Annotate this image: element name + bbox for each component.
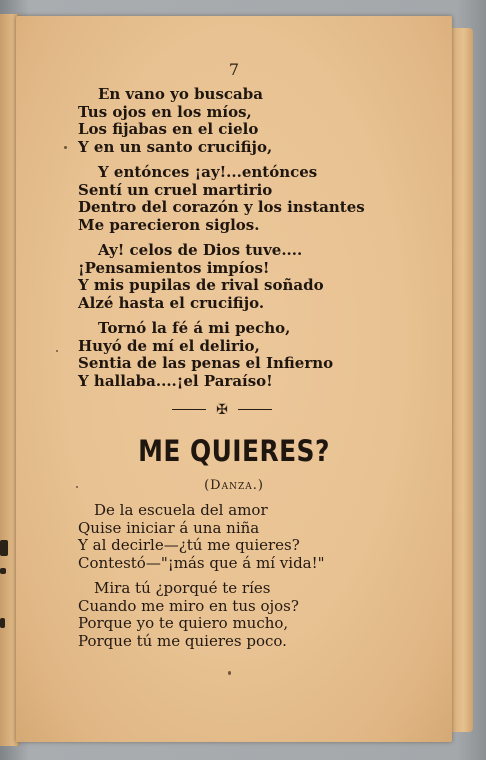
song-subtitle [16,478,452,493]
cross-ornament-icon: ✠ [216,402,228,418]
ornament-rule-left [172,409,206,410]
song-stanza-1 [78,502,325,572]
song-title: ME QUIERES? [138,434,330,468]
paper-speck [56,350,58,352]
poem-stanza-4 [78,320,333,390]
previous-page-ink-marks [0,540,12,630]
song-line: De la escuela del amor [94,501,268,519]
subtitle-close: .) [252,478,264,493]
song-line: Contestó—"¡más que á mí vida!" [78,553,325,572]
song-line: Quise iniciar á una niña [78,518,260,537]
poem-line: Los fijabas en el cielo [78,120,259,139]
poem-line: Y en un santo crucifijo, [78,137,273,156]
ornament-rule-right [238,409,272,410]
song-line: Y al decirle—¿tú me quieres? [78,536,300,555]
subtitle-open: ( [204,478,211,493]
poem-line: Sentia de las penas el Infierno [78,354,334,373]
paper-speck [64,146,67,149]
poem-line: Y hallaba....¡el Paraíso! [78,371,273,390]
poem-line: En vano yo buscaba [98,85,263,103]
book-page [16,16,452,742]
song-line: Porque yo te quiero mucho, [78,614,289,633]
page-number: 7 [228,60,240,79]
song-stanza-2 [78,580,299,650]
poem-line: Dentro del corazón y los instantes [78,198,365,217]
paper-speck [76,486,78,488]
section-ornament [16,400,452,420]
subtitle-genre: Danza [210,478,253,493]
poem-stanza-3 [78,242,324,312]
song-line: Mira tú ¿porqué te ríes [94,579,271,597]
poem-line: Y entónces ¡ay!...entónces [98,163,318,181]
poem-line: Ay! celos de Dios tuve.... [98,241,303,259]
poem-line: Y mis pupilas de rival soñado [78,276,324,295]
poem-stanza-2 [78,164,365,234]
poem-line: Sentí un cruel martirio [78,180,273,199]
song-line: Porque tú me quieres poco. [78,631,287,650]
poem-stanza-1 [78,86,272,156]
poem-line: Alzé hasta el crucifijo. [78,293,265,312]
poem-line: Huyó de mí el delirio, [78,336,260,355]
poem-line: Me parecieron siglos. [78,215,260,234]
poem-line: ¡Pensamientos impíos! [78,258,270,277]
poem-line: Tornó la fé á mi pecho, [98,319,291,337]
song-line: Cuando me miro en tus ojos? [78,596,299,615]
paper-speck [228,671,231,675]
poem-line: Tus ojos en los míos, [78,102,252,121]
